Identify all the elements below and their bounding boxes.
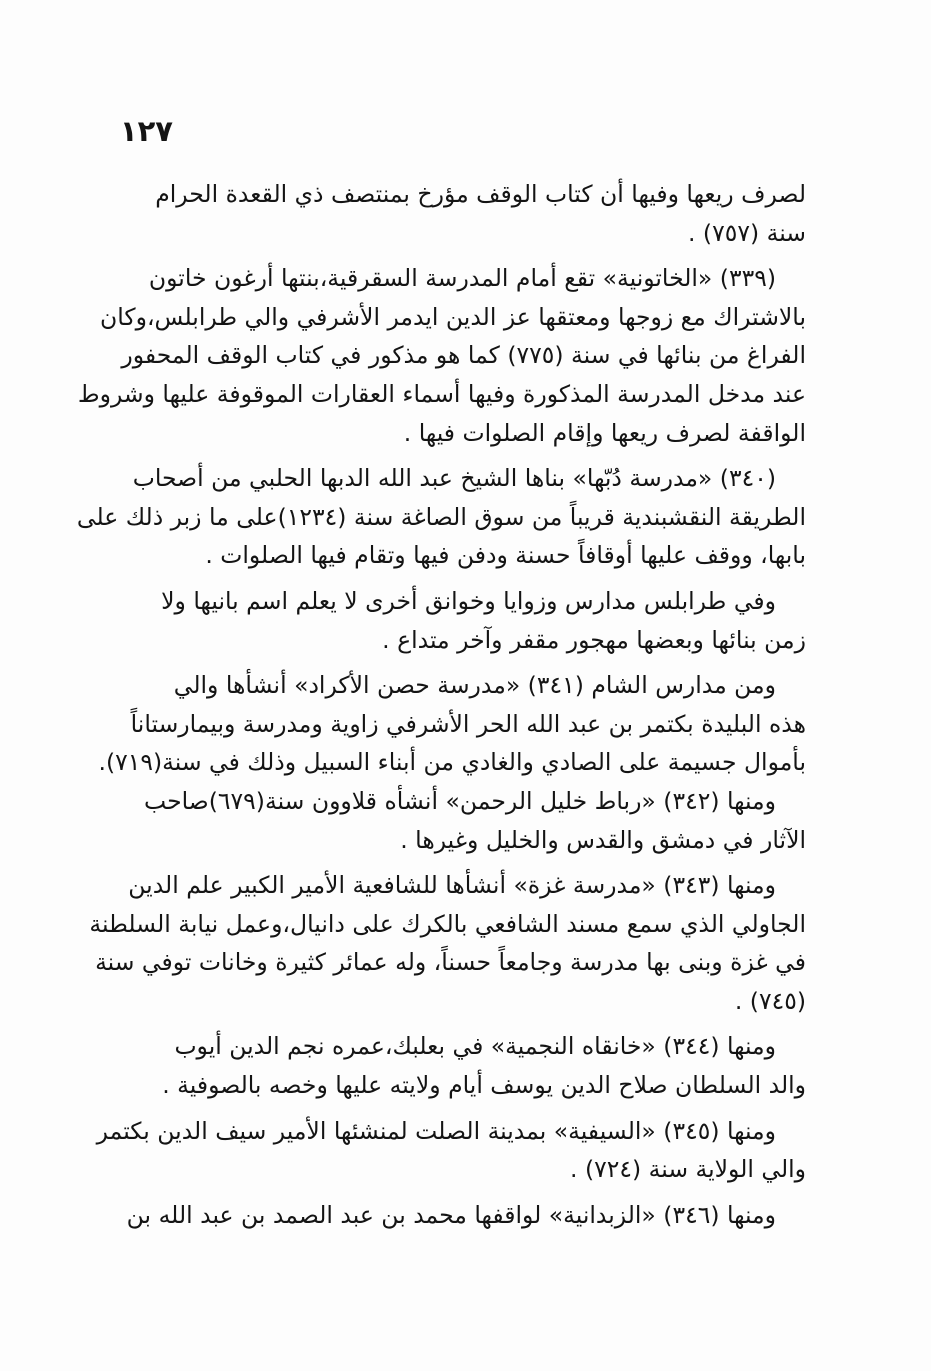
text-line: (٣٣٩) «الخاتونية» تقع أمام المدرسة السقرقية،بنتها أرغون خاتون [148,264,776,293]
text-line: ومنها (٣٤٢) «رباط خليل الرحمن» أنشأه قلاوون سنة(٦٧٩)صاحب [144,786,776,815]
text-line: والي الولاية سنة (٧٢٤) . [570,1155,806,1184]
paragraph [89,866,806,1020]
text-line: الفراغ من بنائها في سنة (٧٧٥) كما هو مذكور في كتاب الوقف المحفور [121,341,806,370]
text-line: هذه البليدة بكتمر بن عبد الله الحر الأشرفي زاوية ومدرسة وبيمارستاناً [130,709,806,738]
paragraph [96,1112,806,1189]
paragraph [98,666,806,859]
text-line: بابها، ووقف عليها أوقافاً حسنة ودفن فيها وتقام فيها الصلوات . [205,541,806,570]
paragraph [126,175,806,252]
text-line: الطريقة النقشبندية قريباً من سوق الصاغة سنة (١٢٣٤)على ما زبر ذلك على [76,502,806,531]
text-line: الآثار في دمشق والقدس والخليل وغيرها . [400,825,806,854]
text-line: ومنها (٣٤٥) «السيفية» بمدينة الصلت لمنشئها الأمير سيف الدين بكتمر [96,1116,776,1145]
text-line: ومن مدارس الشام (٣٤١) «مدرسة حصن الأكراد» أنشأها والي [173,671,776,700]
body-text [76,175,806,1241]
text-line: (٧٤٥) . [734,986,806,1015]
text-line: ومنها (٣٤٤) «خانقاه النجمية» في بعلبك،عمره نجم الدين أيوب [174,1032,776,1061]
text-line: الجاولي الذي سمع مسند الشافعي بالكرك على دانيال،وعمل نيابة السلطنة [89,909,806,938]
text-line: لصرف ريعها وفيها أن كتاب الوقف مؤرخ بمنتصف ذي القعدة الحرام [155,180,806,208]
text-line: ومنها (٣٤٦) «الزبدانية» لواقفها محمد بن عبد الصمد بن عبد الله بن [126,1200,776,1229]
text-line: سنة (٧٥٧) . [687,218,806,247]
text-line: زمن بنائها وبعضها مهجور مقفر وآخر متداع . [382,625,806,654]
paragraph [126,582,806,659]
text-line: (٣٤٠) «مدرسة دُبّها» بناها الشيخ عبد الله الدبها الحلبي من أصحاب [132,464,776,493]
paragraph [126,1196,806,1235]
text-line: ومنها (٣٤٣) «مدرسة غزة» أنشأها للشافعية الأمير الكبير علم الدين [128,871,776,900]
text-line: الواقفة لصرف ريعها وإقام الصلوات فيها . [403,418,806,447]
text-line: بالاشتراك مع زوجها ومعتقها عز الدين ايدمر الأشرفي والي طرابلس،وكان [100,302,806,331]
text-line: بأموال جسيمة على الصادي والغادي من أبناء السبيل وذلك في سنة(٧١٩). [98,748,806,777]
paragraph [77,259,806,452]
paragraph [76,459,806,575]
page-number: ١٢٧ [119,114,173,148]
text-line: والد السلطان صلاح الدين يوسف أيام ولايته عليها وخصه بالصوفية . [162,1071,806,1100]
text-line: في غزة وبنى بها مدرسة وجامعاً حسناً، وله عمائر كثيرة وخانات توفي سنة [95,948,806,977]
text-line: وفي طرابلس مدارس وزوايا وخوانق أخرى لا يعلم اسم بانيها ولا [161,586,776,615]
text-line: عند مدخل المدرسة المذكورة وفيها أسماء العقارات الموقوفة عليها وشروط [77,379,806,408]
paragraph [126,1027,806,1104]
